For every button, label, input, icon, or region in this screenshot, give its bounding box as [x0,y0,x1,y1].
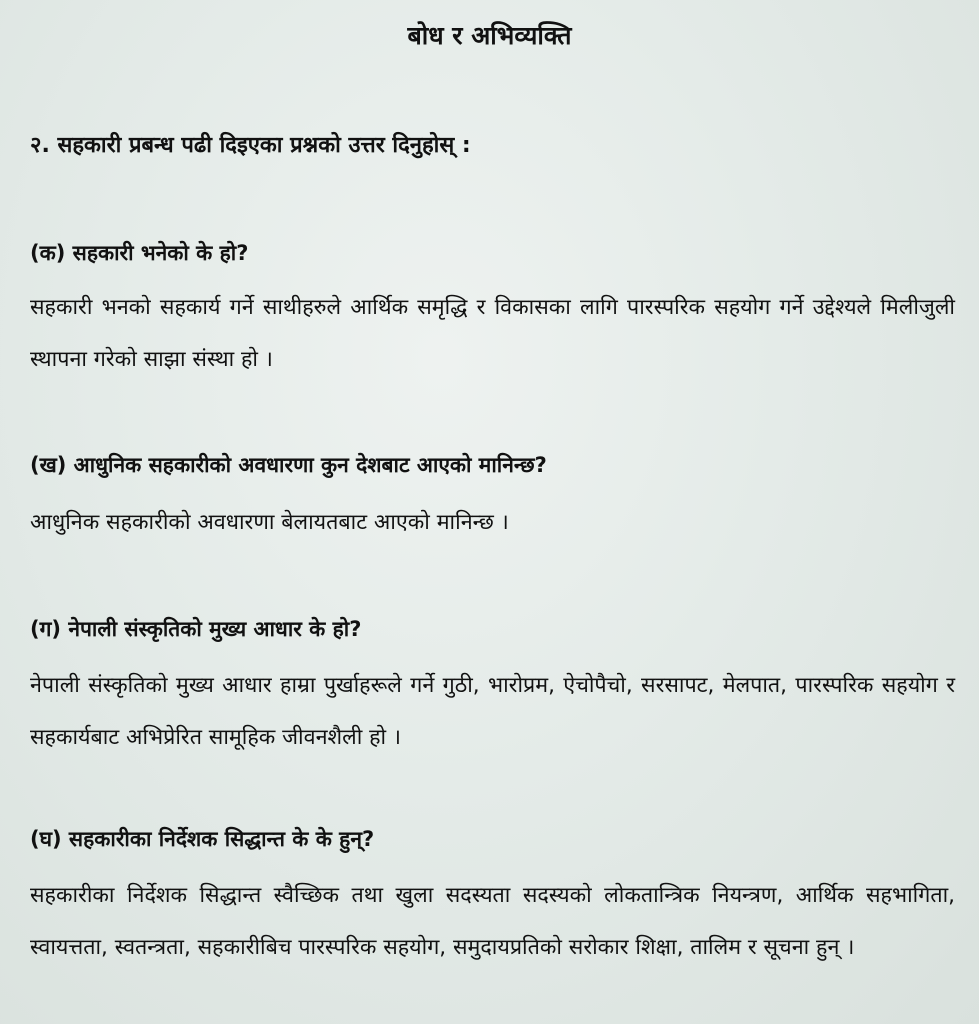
answer-ka: सहकारी भनको सहकार्य गर्ने साथीहरुले आर्थिक समृद्धि र विकासका लागि पारस्परिक सहयोग गर्ने उद्देश्यले मिलीजुली स्थापना गरेको साझा संस्था हो । [30,295,955,372]
question-ka: (क) सहकारी भनेको के हो? [30,241,249,265]
answer-gha: सहकारीका निर्देशक सिद्धान्त स्वैच्छिक तथा खुला सदस्यता सदस्यको लोकतान्त्रिक नियन्त्रण, आर्थिक सहभागिता, स्वायत्तता, स्वतन्त्रता, सहकारीबिच पारस्परिक सहयोग, समुदायप्रतिको सरोकार शिक्षा, तालिम र सूचना हुन् । [30,883,955,960]
answer-kha: आधुनिक सहकारीको अवधारणा बेलायतबाट आएको मानिन्छ । [30,510,509,535]
answer-ga: नेपाली संस्कृतिको मुख्य आधार हाम्रा पुर्खाहरूले गर्ने गुठी, भारोप्रम, ऐचोपैचो, सरसापट, मेलपात, पारस्परिक सहयोग र सहकार्यबाट अभिप्रेरित सामूहिक जीवनशैली हो । [30,673,955,750]
page-title: बोध र अभिव्यक्ति [407,21,572,50]
instruction-heading: २. सहकारी प्रबन्ध पढी दिइएका प्रश्नको उत्तर दिनुहोस् : [30,133,471,158]
question-ga: (ग) नेपाली संस्कृतिको मुख्य आधार के हो? [30,617,362,641]
question-gha: (घ) सहकारीका निर्देशक सिद्धान्त के के हुन्? [30,827,375,851]
question-kha: (ख) आधुनिक सहकारीको अवधारणा कुन देशबाट आएको मानिन्छ? [30,453,547,477]
